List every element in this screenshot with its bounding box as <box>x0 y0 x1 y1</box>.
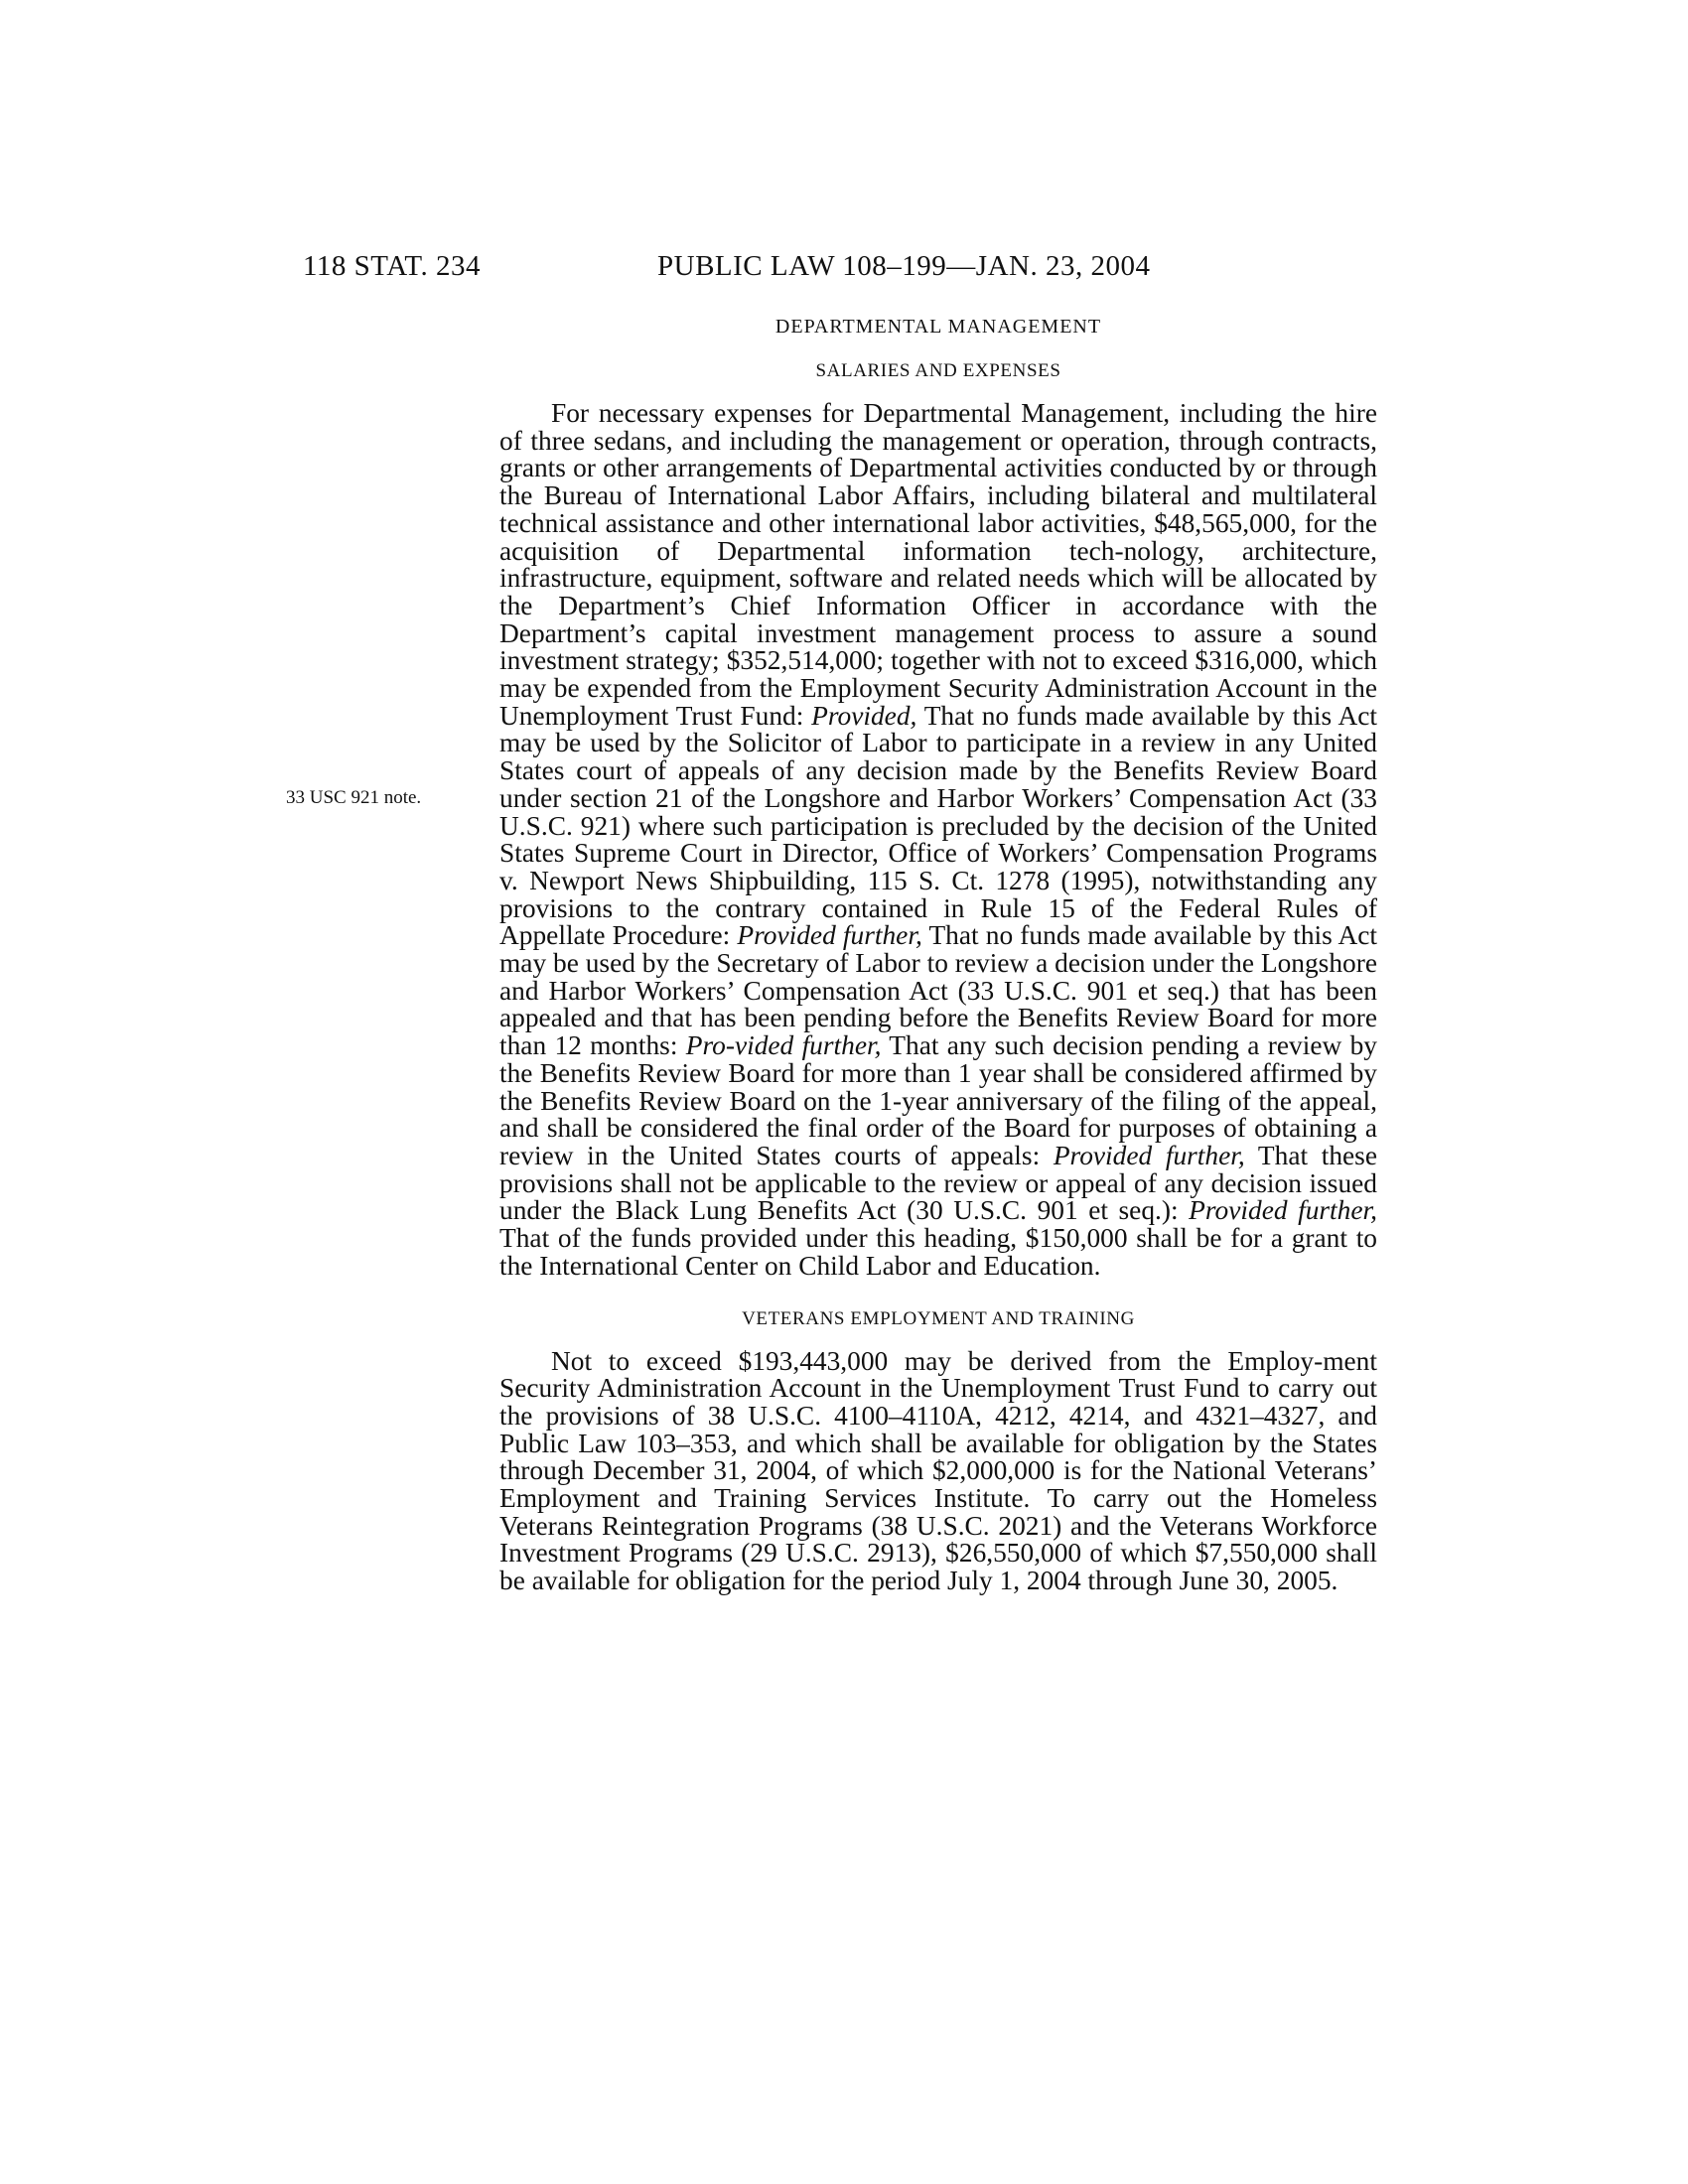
paragraph-text: That no funds made available by this Act may be used by the Secretary of Labor to review a decision under the Longshore and Harbor Workers’ Compensation Act (33 U.S.C. 901 et seq.) that has been appealed and that has been pending before the Benefits Review Board for more than 12 months: <box>499 920 1378 1061</box>
section-heading: DEPARTMENTAL MANAGEMENT <box>774 316 1102 338</box>
public-law-title: PUBLIC LAW 108–199—JAN. 23, 2004 <box>657 250 1151 282</box>
salaries-subheading: SALARIES AND EXPENSES <box>815 360 1061 381</box>
veterans-paragraph: Not to exceed $193,443,000 may be derived from the Employ-ment Security Administration Account in the Unemployment Trust Fund to carry out the provisions of 38 U.S.C. 4100–4110A, 4212, 4214, and 4321–4327, and Public Law 103–353, and which shall be available for obligation by the States through December 31, 2004, of which $2,000,000 is for the National Veterans’ Employment and Training Services Institute. To carry out the Homeless Veterans Reintegration Programs (38 U.S.C. 2021) and the Veterans Workforce Investment Programs (29 U.S.C. 2913), $26,550,000 of which $7,550,000 shall be available for obligation for the period July 1, 2004 through June 30, 2005. <box>499 1345 1377 1596</box>
statute-page-reference: 118 STAT. 234 <box>303 250 481 282</box>
provided-further-italic: Provided further, <box>1053 1140 1245 1170</box>
provided-italic: Provided, <box>811 700 917 731</box>
paragraph-text: That these provisions shall not be applicable to the review or appeal of any decision issued under the Black Lung Benefits Act (30 U.S.C. 901 et seq.): <box>499 1140 1377 1226</box>
paragraph-text: That of the funds provided under this heading, $150,000 shall be for a grant to the International Center on Child Labor and Education. <box>499 1223 1377 1281</box>
paragraph-text: For necessary expenses for Departmental Management, including the hire of three sedans, and including the management or operation, through contracts, grants or other arrangements of Departmental activities conducted by or through the Bureau of International Labor Affairs, including bilateral and multilateral technical assistance and other international labor activities, $48,565,000, for the acquisition of Departmental information tech-nology, architecture, infrastructure, equipment, software and related needs which will be allocated by the Department’s Chief Information Officer in accordance with the Department’s capital investment management process to assure a sound investment strategy; $352,514,000; together with not to exceed $316,000, which may be expended from the Employment Security Administration Account in the Unemployment Trust Fund: <box>499 398 1377 731</box>
veterans-subheading: VETERANS EMPLOYMENT AND TRAINING <box>742 1307 1135 1329</box>
page-header <box>0 250 1688 290</box>
salaries-paragraph <box>499 400 1377 1281</box>
provided-further-italic: Pro-vided further, <box>685 1030 882 1061</box>
paragraph-text: That any such decision pending a review by the Benefits Review Board for more than 1 year shall be considered affirmed by the Benefits Review Board on the 1-year anniversary of the filing of the appeal, and shall be considered the final order of the Board for purposes of obtaining a review in the United States courts of appeals: <box>499 1030 1377 1170</box>
body-column <box>499 316 1377 1595</box>
section-spacer <box>499 1281 1377 1308</box>
margin-note: 33 USC 921 note. <box>286 787 422 808</box>
provided-further-italic: Provided further, <box>737 920 922 951</box>
provided-further-italic: Provided further, <box>1189 1195 1377 1226</box>
paragraph-text: That no funds made available by this Act may be used by the Solicitor of Labor to participate in a review in any United States court of appeals of any decision made by the Benefits Review Board under section 21 of the Longshore and Harbor Workers’ Compensation Act (33 U.S.C. 921) where such participation is precluded by the decision of the United States Supreme Court in Director, Office of Workers’ Compensation Programs v. Newport News Shipbuilding, 115 S. Ct. 1278 (1995), notwithstanding any provisions to the contrary contained in Rule 15 of the Federal Rules of Appellate Procedure: <box>499 700 1378 951</box>
